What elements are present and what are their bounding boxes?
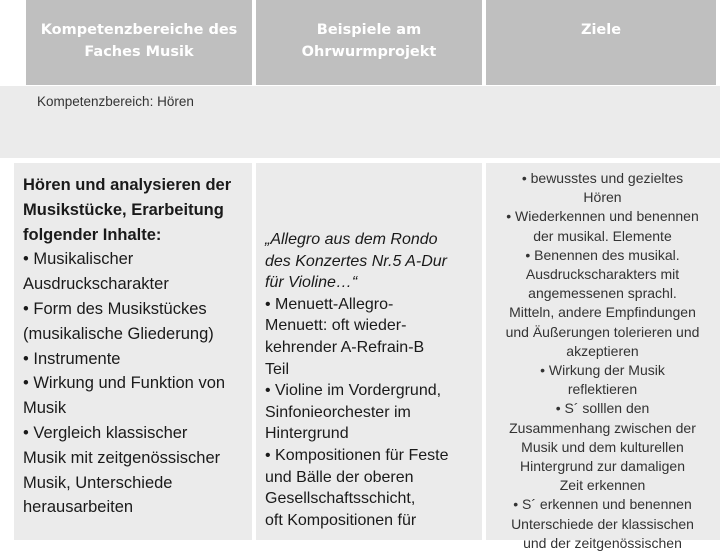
goal-line: • bewusstes und gezieltes — [521, 170, 684, 186]
list-item: Ausdruckscharakter — [23, 275, 169, 294]
header-ziele — [486, 0, 716, 85]
goal-line: Zusammenhang zwischen der — [509, 419, 696, 436]
header-line: Kompetenzbereiche des — [40, 22, 238, 38]
list-item: • Form des Musikstückes — [23, 299, 207, 318]
example-line: Hintergrund — [265, 425, 349, 443]
header-line: Beispiele am — [316, 22, 422, 38]
competence-cell — [14, 163, 252, 540]
goal-line: Musik und dem kulturellen — [521, 438, 684, 455]
goal-line: der musikal. Elemente — [533, 227, 672, 244]
example-line: Sinfonieorchester im — [265, 403, 411, 421]
header-line: Faches Musik — [84, 44, 194, 60]
goal-line: • S´ solllen den — [555, 400, 650, 417]
examples-cell — [256, 163, 482, 540]
goal-line: Mitteln, andere Empfindungen — [509, 304, 696, 321]
goal-line: Unterschiede der klassischen — [511, 515, 694, 532]
goal-line: • Benennen des musikal. — [525, 246, 680, 263]
intro-line: Musikstücke, Erarbeitung — [23, 200, 224, 219]
header-kompetenzbereiche — [26, 0, 252, 85]
example-line: oft Kompositionen für — [265, 511, 417, 529]
goal-line: akzeptieren — [566, 342, 639, 359]
list-item: • Musikalischer — [23, 250, 134, 269]
intro-line: Hören und analysieren der — [23, 176, 232, 194]
section-label-row — [0, 86, 720, 158]
goal-line: Hintergrund zur damaligen — [520, 458, 685, 475]
goal-line: reflektieren — [567, 381, 638, 398]
intro-line: folgender Inhalte: — [23, 225, 162, 244]
example-title-line: für Violine…“ — [265, 274, 358, 292]
header-line: Ohrwurmprojekt — [301, 44, 437, 60]
goal-line: und der zeitgenössischen — [523, 534, 682, 551]
example-line: • Violine im Vordergrund, — [265, 382, 442, 400]
example-line: • Kompositionen für Feste — [265, 446, 449, 464]
list-item: herausarbeiten — [23, 498, 134, 517]
list-item: Musik, Unterschiede — [23, 473, 173, 492]
list-item: • Instrumente — [23, 349, 121, 368]
example-line: Teil — [265, 360, 290, 378]
goal-line: Hören — [583, 189, 622, 206]
example-line: Gesellschaftsschicht, — [265, 490, 416, 508]
example-line: • Menuett-Allegro- — [265, 295, 394, 313]
section-label: Kompetenzbereich: Hören — [37, 94, 194, 109]
goal-line: angemessenen sprachl. — [528, 285, 677, 302]
header-beispiele — [256, 0, 482, 85]
list-item: • Vergleich klassischer — [23, 423, 188, 442]
example-line: Menuett: oft wieder- — [265, 317, 407, 335]
goal-line: und Äußerungen tolerieren und — [505, 323, 700, 340]
list-item: • Wirkung und Funktion von — [23, 374, 226, 393]
goal-line: • Wiederkennen und benennen — [506, 208, 699, 225]
list-item: Musik — [23, 399, 67, 418]
list-item: Musik mit zeitgenössischer — [23, 448, 221, 467]
example-title-line: „Allegro aus dem Rondo — [265, 231, 438, 248]
example-line: kehrender A-Refrain-B — [265, 338, 425, 356]
header-line: Ziele — [580, 22, 622, 38]
list-item: (musikalische Gliederung) — [23, 324, 214, 343]
goal-line: • S´ erkennen und benennen — [513, 496, 692, 513]
example-line: und Bälle der oberen — [265, 468, 414, 486]
goals-cell — [486, 163, 720, 551]
goal-line: • Wirkung der Musik — [540, 362, 665, 379]
goal-line: Ausdruckscharakters mit — [525, 266, 680, 283]
example-title-line: des Konzertes Nr.5 A-Dur — [265, 252, 447, 270]
goal-line: Zeit erkennen — [559, 477, 646, 494]
